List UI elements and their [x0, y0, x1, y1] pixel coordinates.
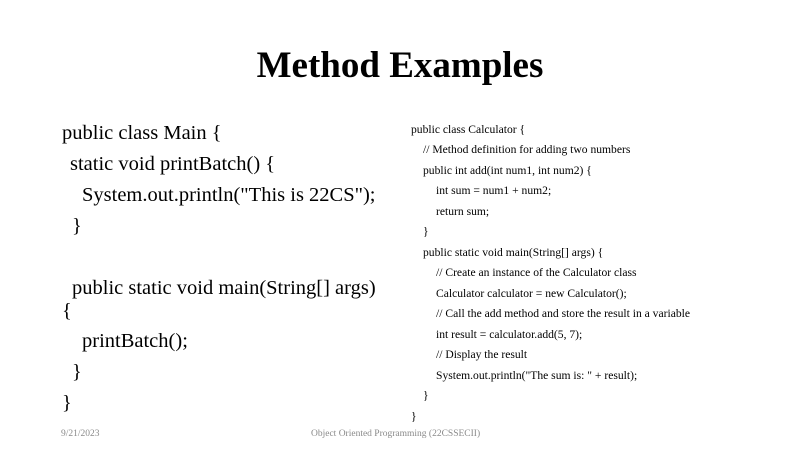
code-line: }	[411, 410, 417, 423]
code-line: Calculator calculator = new Calculator();	[436, 287, 627, 300]
code-line: int sum = num1 + num2;	[436, 184, 552, 197]
footer-course: Object Oriented Programming (22CSSECII)	[311, 429, 481, 439]
code-line: System.out.println("The sum is: " + result);	[436, 369, 638, 382]
code-line: // Create an instance of the Calculator class	[436, 266, 637, 279]
code-line: public static void main(String[] args)	[72, 277, 376, 299]
code-line: }	[423, 225, 429, 238]
code-line: System.out.println("This is 22CS");	[82, 184, 376, 206]
code-line: public class Calculator {	[411, 123, 526, 136]
code-line: }	[423, 389, 429, 402]
code-line: }	[62, 392, 72, 414]
code-line: // Call the add method and store the result in a variable	[436, 307, 691, 320]
code-line: // Method definition for adding two numbers	[423, 143, 631, 156]
footer-date: 9/21/2023	[61, 429, 100, 439]
slide-title: Method Examples	[256, 45, 544, 86]
code-line: }	[72, 361, 82, 383]
code-line: int result = calculator.add(5, 7);	[436, 328, 583, 341]
code-line: public static void main(String[] args) {	[423, 246, 604, 259]
code-line: // Display the result	[436, 348, 528, 361]
code-line: public class Main {	[62, 122, 222, 144]
code-line: return sum;	[436, 205, 490, 218]
code-line: static void printBatch() {	[70, 153, 276, 175]
code-line: public int add(int num1, int num2) {	[423, 164, 592, 177]
code-line: printBatch();	[82, 330, 188, 352]
code-line: {	[62, 300, 72, 322]
code-line: }	[72, 215, 82, 237]
